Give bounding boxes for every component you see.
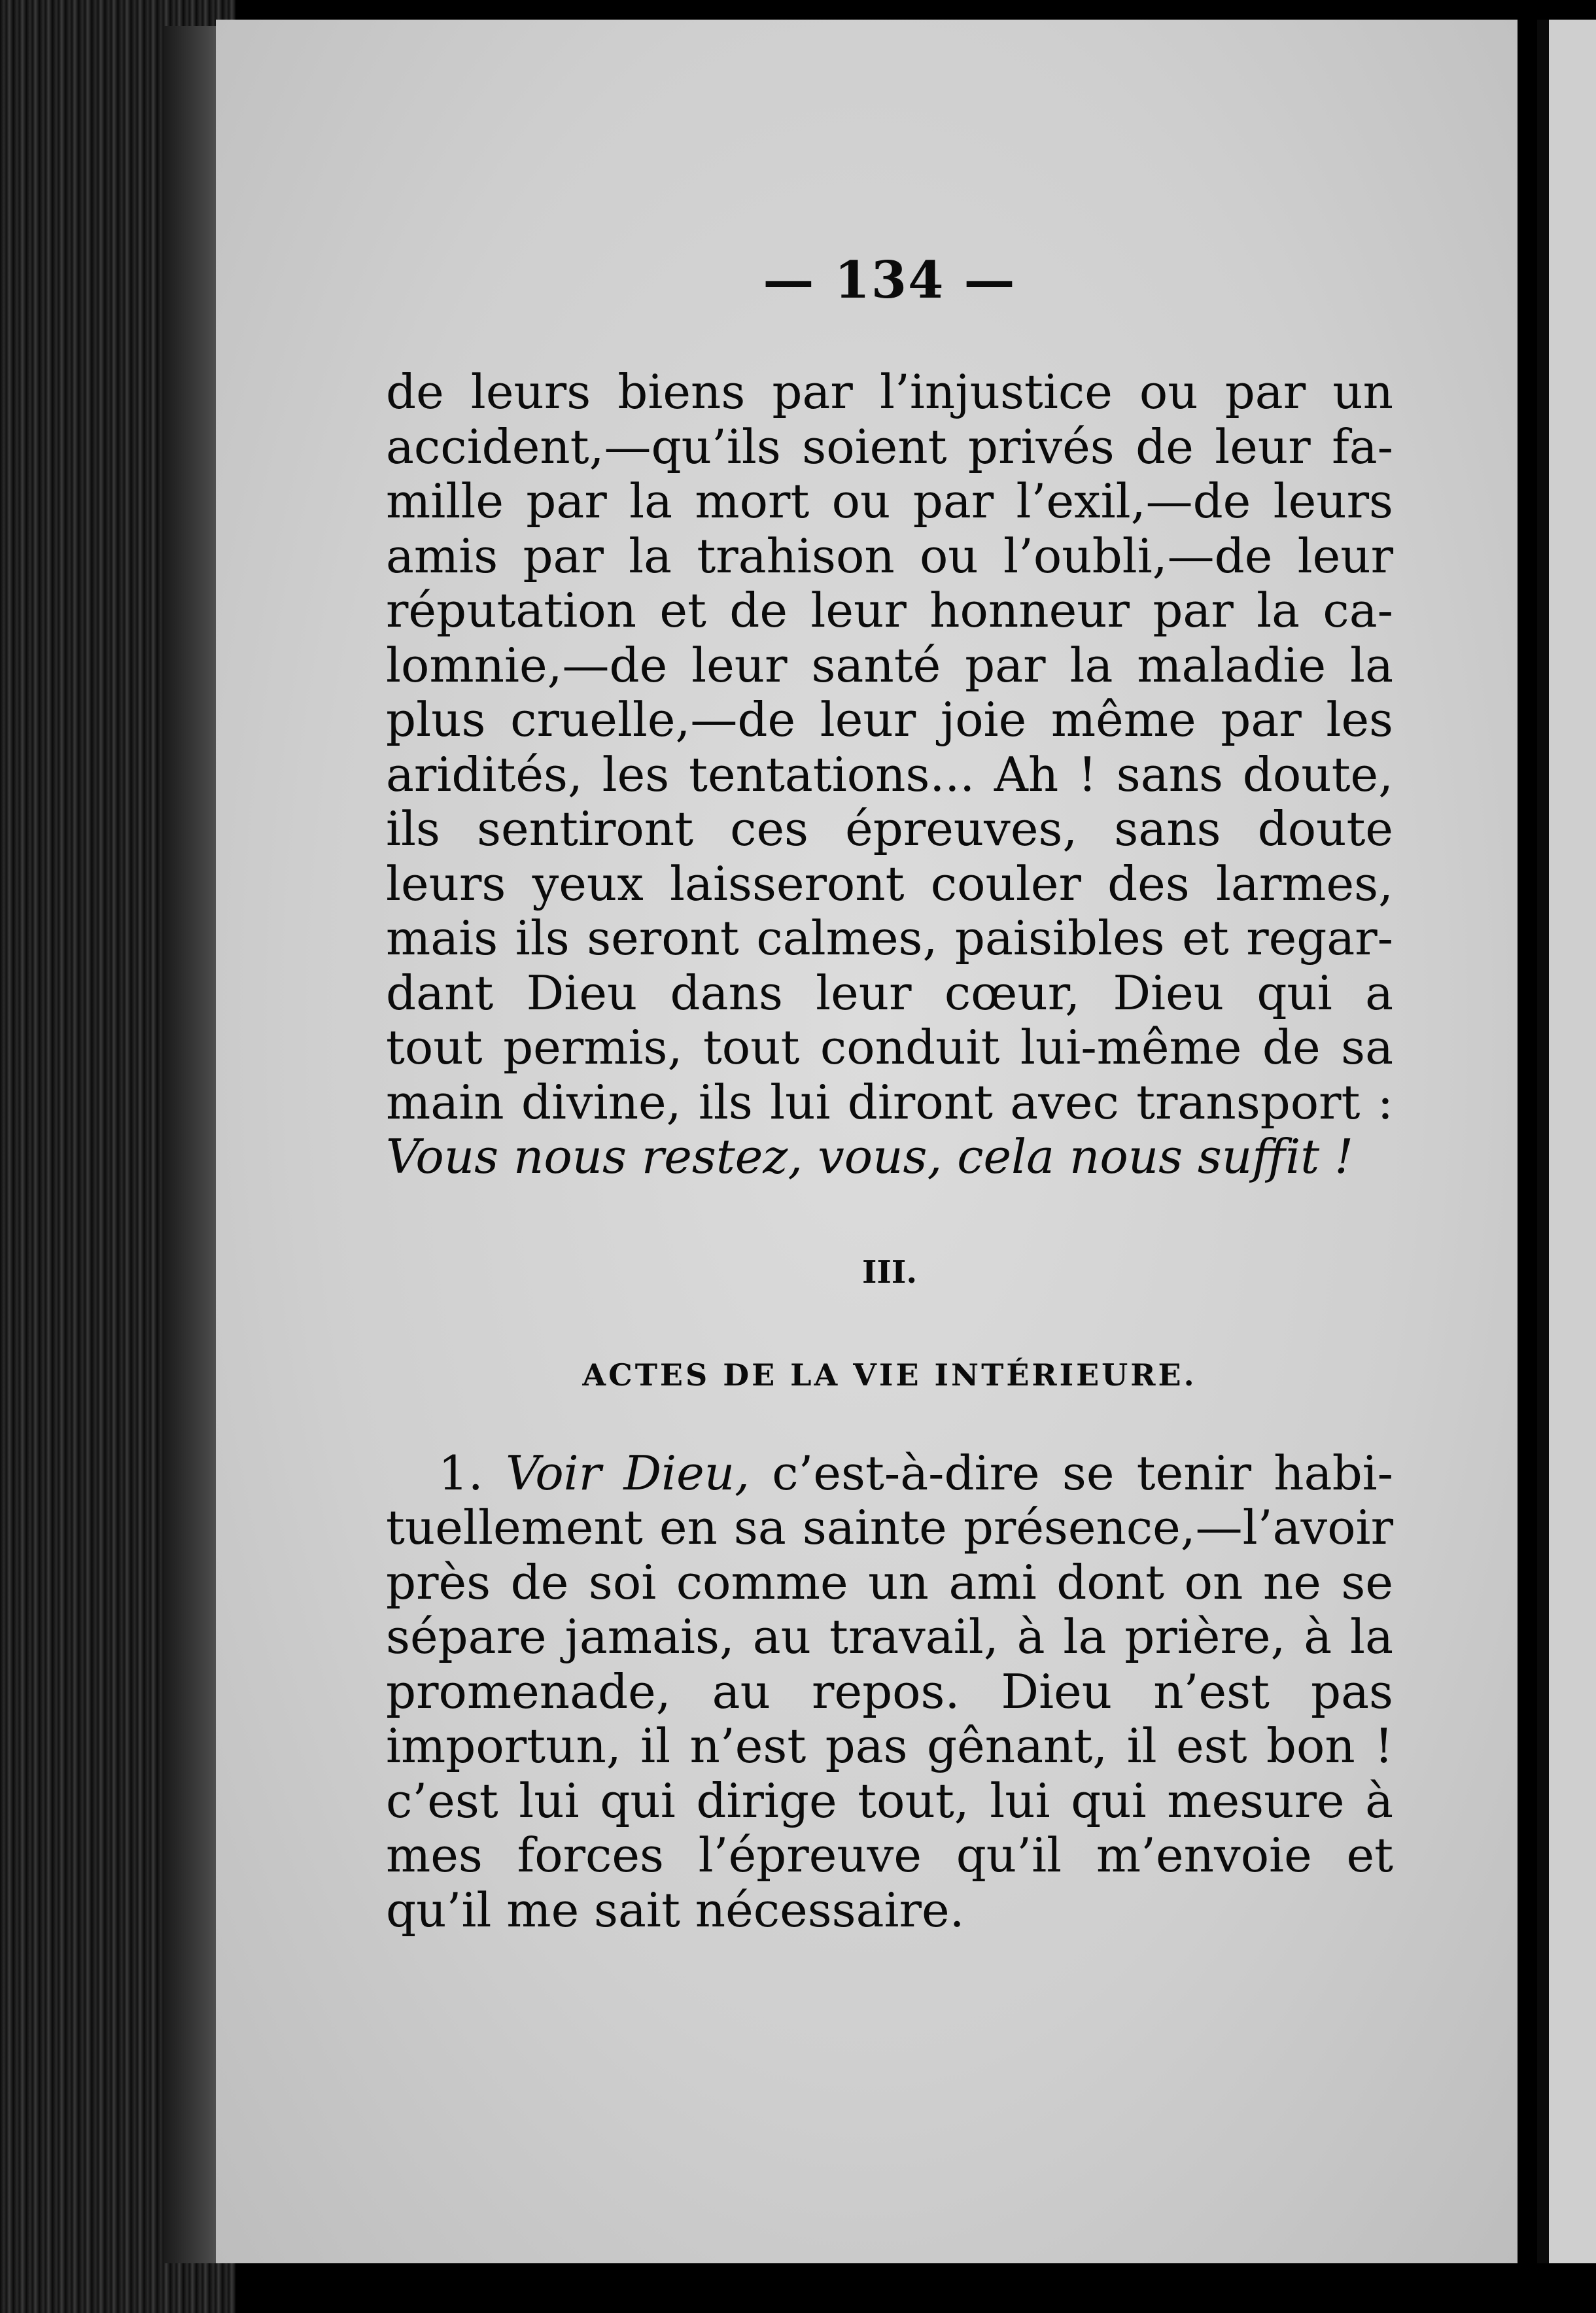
text-line: main divine, ils lui diront avec transport :	[386, 1074, 1393, 1130]
page-number: — 134 —	[763, 251, 1016, 310]
text-line: mille par la mort ou par l’exil,—de leurs	[386, 474, 1393, 529]
printed-page	[216, 20, 1518, 2263]
text-line: importun, il n’est pas gênant, il est bon !	[386, 1718, 1393, 1773]
text-line: de leurs biens par l’injustice ou par un	[386, 364, 1393, 419]
text-line: sépare jamais, au travail, à la prière, à la	[386, 1609, 1393, 1664]
section-number: III.	[861, 1253, 918, 1291]
text-line-last: qu’il me sait nécessaire.	[386, 1882, 965, 1938]
text-line: mes forces l’épreuve qu’il m’envoie et	[386, 1828, 1393, 1883]
text-line: tuellement en sa sainte présence,—l’avoir	[386, 1500, 1393, 1555]
text-line: mais ils seront calmes, paisibles et regar-	[386, 911, 1393, 965]
text-line: amis par la trahison ou l’oubli,—de leur	[386, 528, 1393, 583]
text-line: aridités, les tentations... Ah ! sans doute,	[386, 746, 1393, 802]
text-line: c’est lui qui dirige tout, lui qui mesure à	[386, 1773, 1393, 1828]
paragraph-2	[386, 1446, 1393, 1938]
text-line: plus cruelle,—de leur joie même par les	[386, 692, 1393, 747]
text-line: leurs yeux laisseront couler des larmes,	[386, 856, 1393, 911]
text-line-first	[386, 1446, 1393, 1501]
text-line: tout permis, tout conduit lui-même de sa	[386, 1020, 1393, 1075]
text-line: réputation et de leur honneur par la ca-	[386, 583, 1393, 638]
section-title: ACTES DE LA VIE INTÉRIEURE.	[582, 1357, 1197, 1393]
text-line: accident,—qu’ils soient privés de leur fa-	[386, 419, 1393, 474]
item-lead-italic: Voir Dieu,	[505, 1445, 750, 1501]
text-line: lomnie,—de leur santé par la maladie la	[386, 637, 1393, 693]
text-line: près de soi comme un ami dont on ne se	[386, 1554, 1393, 1610]
text-line: dant Dieu dans leur cœur, Dieu qui a	[386, 965, 1393, 1020]
text-line: promenade, au repos. Dieu n’est pas	[386, 1663, 1393, 1719]
text-block	[386, 251, 1394, 1938]
italic-closing-line: Vous nous restez, vous, cela nous suffit !	[386, 1129, 1354, 1184]
text-line: ils sentiront ces épreuves, sans doute	[386, 801, 1393, 856]
book-page-edges	[0, 0, 235, 2313]
item-number: 1.	[438, 1445, 483, 1501]
first-line-rest: c’est-à-dire se tenir habi-	[772, 1445, 1394, 1501]
paragraph-1	[386, 365, 1393, 1185]
facing-page-edge	[1537, 20, 1596, 2263]
